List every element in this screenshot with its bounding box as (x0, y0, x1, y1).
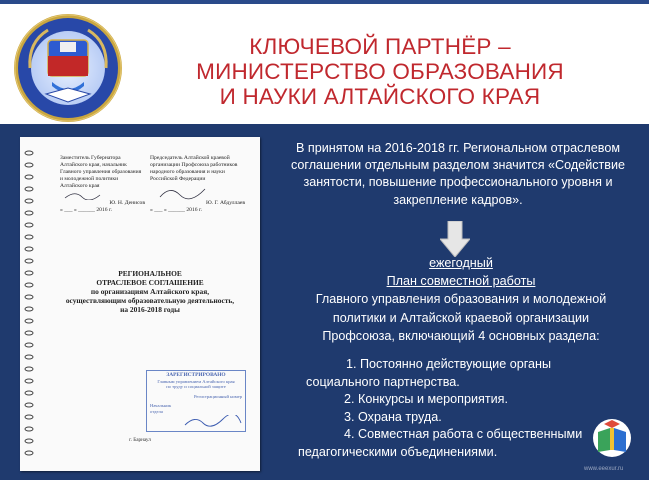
stamp-line: по труду и социальной защите (166, 384, 226, 390)
list-item: 4. Совместная работа с общественными (344, 427, 583, 441)
doc-left-signature-block (60, 155, 145, 214)
doc-right-line: организации Профсоюза работников (150, 162, 238, 168)
doc-right-line: Ю. Г. Абдуллаев (206, 200, 245, 206)
doc-left-line: Заместитель Губернатора (60, 155, 121, 161)
spiral-binding-icon (24, 147, 34, 463)
stamp-line: отдела (150, 408, 163, 414)
altai-region-emblem-icon (8, 12, 128, 124)
plan-word: ежегодный (429, 256, 493, 270)
intro-paragraph: В принятом на 2016-2018 гг. Региональном отраслевом соглашении отдельным разделом значится «Содействие занятости, повышение профессионального уровня и закрепление кадров». (290, 141, 626, 207)
list-item: 1. Постоянно действующие органы (346, 357, 552, 371)
doc-title (50, 269, 250, 314)
title-line-3: И НАУКИ АЛТАЙСКОГО КРАЯ (219, 84, 541, 109)
list-item: 2. Конкурсы и мероприятия. (344, 392, 508, 406)
slide-header (0, 4, 649, 122)
signature-scribble (150, 183, 245, 200)
doc-title-line: на 2016-2018 годы (120, 305, 180, 314)
doc-left-line: Главного управления образования (60, 169, 142, 175)
plan-paragraph (296, 254, 626, 345)
plan-title: План совместной работы (386, 274, 536, 289)
doc-left-line: Алтайского края (60, 183, 100, 189)
doc-title-line: РЕГИОНАЛЬНОЕ (118, 269, 182, 278)
doc-left-line: Алтайского края, начальник (60, 162, 127, 168)
down-arrow-icon (440, 221, 470, 257)
stamp-line: Начальник (150, 403, 172, 409)
doc-title-line: осуществляющим образовательную деятельность, (65, 296, 235, 305)
doc-left-line: и молодежной политики (60, 176, 119, 182)
open-book-logo-icon (592, 418, 632, 458)
stamp-line: Главным управлением Алтайского края (157, 378, 235, 384)
stamp-signature-icon (183, 415, 243, 427)
signature-icon (150, 183, 240, 200)
doc-right-line: Российской Федерации (150, 176, 206, 182)
doc-left-line: « ___ » ______ 2016 г. (60, 207, 113, 213)
title-line-2: МИНИСТЕРСТВО ОБРАЗОВАНИЯ (196, 59, 564, 84)
list-item: 3. Охрана труда. (344, 409, 442, 424)
sections-list (290, 356, 620, 461)
doc-right-line: Председатель Алтайской краевой (150, 155, 230, 161)
doc-left-line: Ю. Н. Денисов (109, 200, 145, 206)
signature-icon (60, 190, 140, 200)
doc-right-line: народного образования и науки (150, 169, 225, 175)
agreement-document-image (20, 137, 260, 471)
list-item: педагогическими объединениями. (298, 444, 498, 459)
watermark-text: www.eeexur.ru (584, 466, 624, 472)
doc-right-line: « ___ » ______ 2016 г. (150, 207, 203, 213)
doc-title-line: по организациям Алтайского края, (90, 287, 210, 296)
signature-scribble (60, 190, 145, 200)
doc-footer-city: г. Барнаул (129, 437, 151, 443)
stamp-title: ЗАРЕГИСТРИРОВАНО (166, 372, 226, 378)
registration-stamp (146, 370, 246, 432)
plan-body: Главного управления образования и молодежной политики и Алтайской краевой организации Профсоюза, включающий 4 основных раздела: (315, 292, 607, 343)
stamp-line: Регистрационный номер (193, 393, 242, 399)
doc-title-line: ОТРАСЛЕВОЕ СОГЛАШЕНИЕ (96, 278, 204, 287)
slide-title (180, 34, 580, 109)
title-line-1: КЛЮЧЕВОЙ ПАРТНЁР – (249, 34, 511, 59)
list-item: социального партнерства. (306, 374, 460, 389)
doc-right-signature-block (150, 155, 245, 214)
